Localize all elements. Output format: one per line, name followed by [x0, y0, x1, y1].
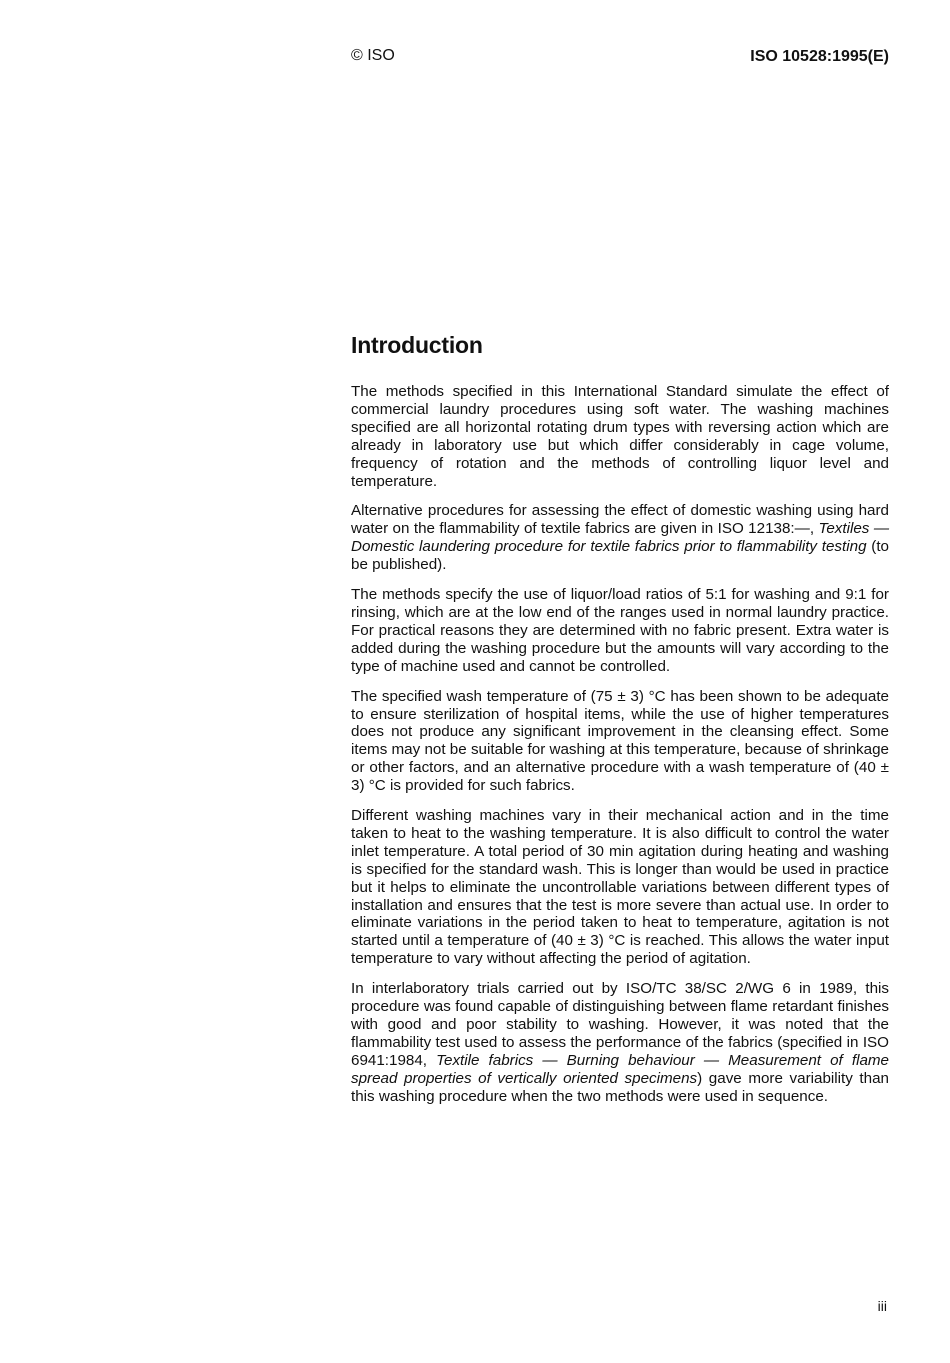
paragraph-2-text-c: (to be published). — [351, 538, 889, 574]
paragraph-6-text-a: In interlaboratory trials carried out by ISO/TC 38/SC 2/WG 6 in 1989, this procedure was found capable of distinguishing between flame retardant finishes with good and poor stability to washing. However, it was noted that the flammability test used to assess the performance of the fabrics (specified in ISO 6941:1984, — [351, 980, 889, 1069]
paragraph-6 — [351, 980, 889, 1105]
paragraph-4: The specified wash temperature of (75 ± 3) °C has been shown to be adequate to ensure sterilization of hospital items, while the use of higher temperatures does not produce any significant improvement in the cleansing effect. Some items may not be suitable for washing at this temperature, because of shrinkage or other factors, and an alternative procedure with a wash temperature of (40 ± 3) °C is provided for such fabrics. — [351, 687, 889, 795]
section-title: Introduction — [351, 332, 483, 358]
paragraph-5: Different washing machines vary in their mechanical action and in the time taken to heat to the washing temperature. It is also difficult to control the water inlet temperature. A total period of 30 min agitation during heating and washing is specified for the standard wash. This is longer than would be used in practice but it helps to eliminate the uncontrollable variations between different types of installation and ensures that the test is more severe than actual use. In order to eliminate variations in the period taken to heat to temperature, agitation is not started until a temperature of (40 ± 3) °C is reached. This allows the water input temperature to vary without affecting the period of agitation. — [351, 807, 889, 968]
main-content — [351, 332, 889, 1118]
paragraph-6-reference-title: Textile fabrics — Burning behaviour — Measurement of flame spread properties of vertically oriented specimens — [351, 1051, 889, 1087]
page-number: iii — [877, 1298, 887, 1314]
paragraph-3: The methods specify the use of liquor/load ratios of 5:1 for washing and 9:1 for rinsing, which are at the low end of the ranges used in normal laundry practice. For practical reasons they are determined with no fabric present. Extra water is added during the washing procedure but the amounts will vary according to the type of machine used and cannot be controlled. — [351, 586, 889, 675]
paragraph-2-reference-title: Textiles — Domestic laundering procedure for textile fabrics prior to flammability testing — [351, 520, 890, 556]
paragraph-2-text-a: Alternative procedures for assessing the effect of domestic washing using hard water on the flammability of textile fabrics are given in ISO 12138:—, — [351, 502, 889, 538]
paragraph-2 — [351, 502, 889, 574]
paragraph-6-text-c: ) gave more variability than this washing procedure when the two methods were used in sequence. — [351, 1069, 889, 1105]
paragraph-1: The methods specified in this International Standard simulate the effect of commercial laundry procedures using soft water. The washing machines specified are all horizontal rotating drum types with reversing action which are already in laboratory use but which differ considerably in cage volume, frequency of rotation and the methods of controlling liquor level and temperature. — [351, 383, 889, 490]
copyright-header: © ISO — [351, 47, 395, 64]
standard-number-header: ISO 10528:1995(E) — [750, 48, 889, 65]
